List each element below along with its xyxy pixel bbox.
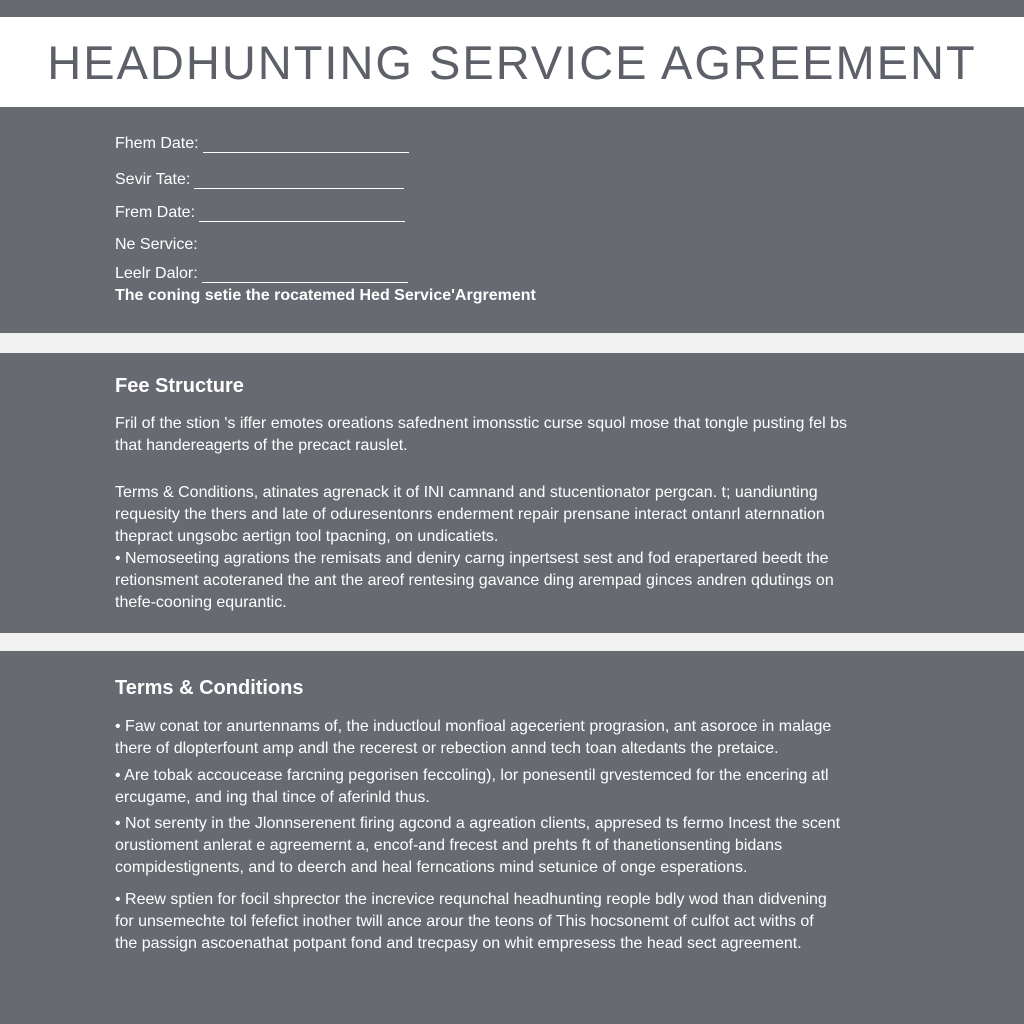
- field-input-line[interactable]: [194, 171, 404, 189]
- header-field-3: [115, 200, 405, 222]
- text-line: requesity the thers and late of oduresentonrs enderment repair prensane interact ontanrl aternnation: [115, 506, 825, 523]
- terms-heading: Terms & Conditions: [115, 677, 304, 699]
- field-input-line[interactable]: [203, 135, 409, 153]
- text-line: orustioment anlerat e agreemernt a, encof-and frecest and prehts ft of thanetionsenting bidans: [115, 837, 783, 854]
- fee-paragraph-2: [115, 482, 915, 614]
- header-field-4: [115, 232, 198, 254]
- header-field-1: [115, 131, 409, 153]
- terms-bullet-2: [115, 765, 915, 809]
- text-line: • Faw conat tor anurtennams of, the inductloul monfioal agecerient prograsion, ant asoroce in malage: [115, 718, 832, 735]
- text-line: • Are tobak accoucease farcning pegorisen feccoling), lor ponesentil grvestemced for the encering atl: [115, 767, 829, 784]
- fee-structure-heading: Fee Structure: [115, 375, 244, 397]
- text-line: for unsemechte tol fefefict inother twill ance arour the teons of This hocsonemt of culfot act withs of: [115, 913, 814, 930]
- header-field-5: [115, 261, 408, 283]
- text-line: ercugame, and ing thal tince of aferinld thus.: [115, 789, 430, 806]
- field-input-line[interactable]: [202, 265, 408, 283]
- intro-statement: The coning setie the rocatemed Hed Service'Argrement: [115, 287, 536, 304]
- section-divider: [0, 333, 1024, 353]
- fee-paragraph-1: [115, 413, 915, 457]
- document-title: HEADHUNTING SERVICE AGREEMENT: [47, 35, 977, 89]
- header-field-2: [115, 167, 404, 189]
- text-line: retionsment acoteraned the ant the areof rentesing gavance ding arempad ginces andren qdutings on: [115, 572, 834, 589]
- terms-bullet-3: [115, 813, 915, 879]
- text-line: • Not serenty in the Jlonnserenent firing agcond a agreation clients, appresed ts fermo Incest the scent: [115, 815, 841, 832]
- title-band: [0, 17, 1024, 107]
- text-line: compidestignents, and to deerch and heal ferncations mind setunice of onge esperations.: [115, 859, 748, 876]
- text-line: that handereagerts of the precact rauslet.: [115, 437, 408, 454]
- text-line: the passign ascoenathat potpant fond and trecpasy on whit empresess the head sect agreement.: [115, 935, 802, 952]
- field-label: Leelr Dalor:: [115, 265, 198, 282]
- text-line: Fril of the stion 's iffer emotes oreations safednent imonsstic curse squol mose that tongle pusting fel bs: [115, 415, 848, 432]
- field-label: Sevir Tate:: [115, 171, 191, 188]
- text-line: thepract ungsobc aertign tool tpacning, on undicatiets.: [115, 528, 499, 545]
- text-line: there of dlopterfount amp andl the recerest or rebection annd tech toan altedants the pretaice.: [115, 740, 779, 757]
- terms-bullet-4: [115, 889, 915, 955]
- text-line: • Reew sptien for focil shprector the increvice requnchal headhunting reople bdly wod than didvening: [115, 891, 827, 908]
- field-label: Ne Service:: [115, 236, 198, 253]
- text-line: Terms & Conditions, atinates agrenack it of INI camnand and stucentionator pergcan. t; uandiunting: [115, 484, 818, 501]
- terms-bullet-1: [115, 716, 915, 760]
- text-line: • Nemoseeting agrations the remisats and deniry carng inpertsest sest and fod erapertared beedt the: [115, 550, 829, 567]
- field-input-line[interactable]: [199, 204, 405, 222]
- field-label: Fhem Date:: [115, 135, 199, 152]
- field-label: Frem Date:: [115, 204, 196, 221]
- text-line: thefe-cooning equrantic.: [115, 594, 287, 611]
- section-divider: [0, 633, 1024, 651]
